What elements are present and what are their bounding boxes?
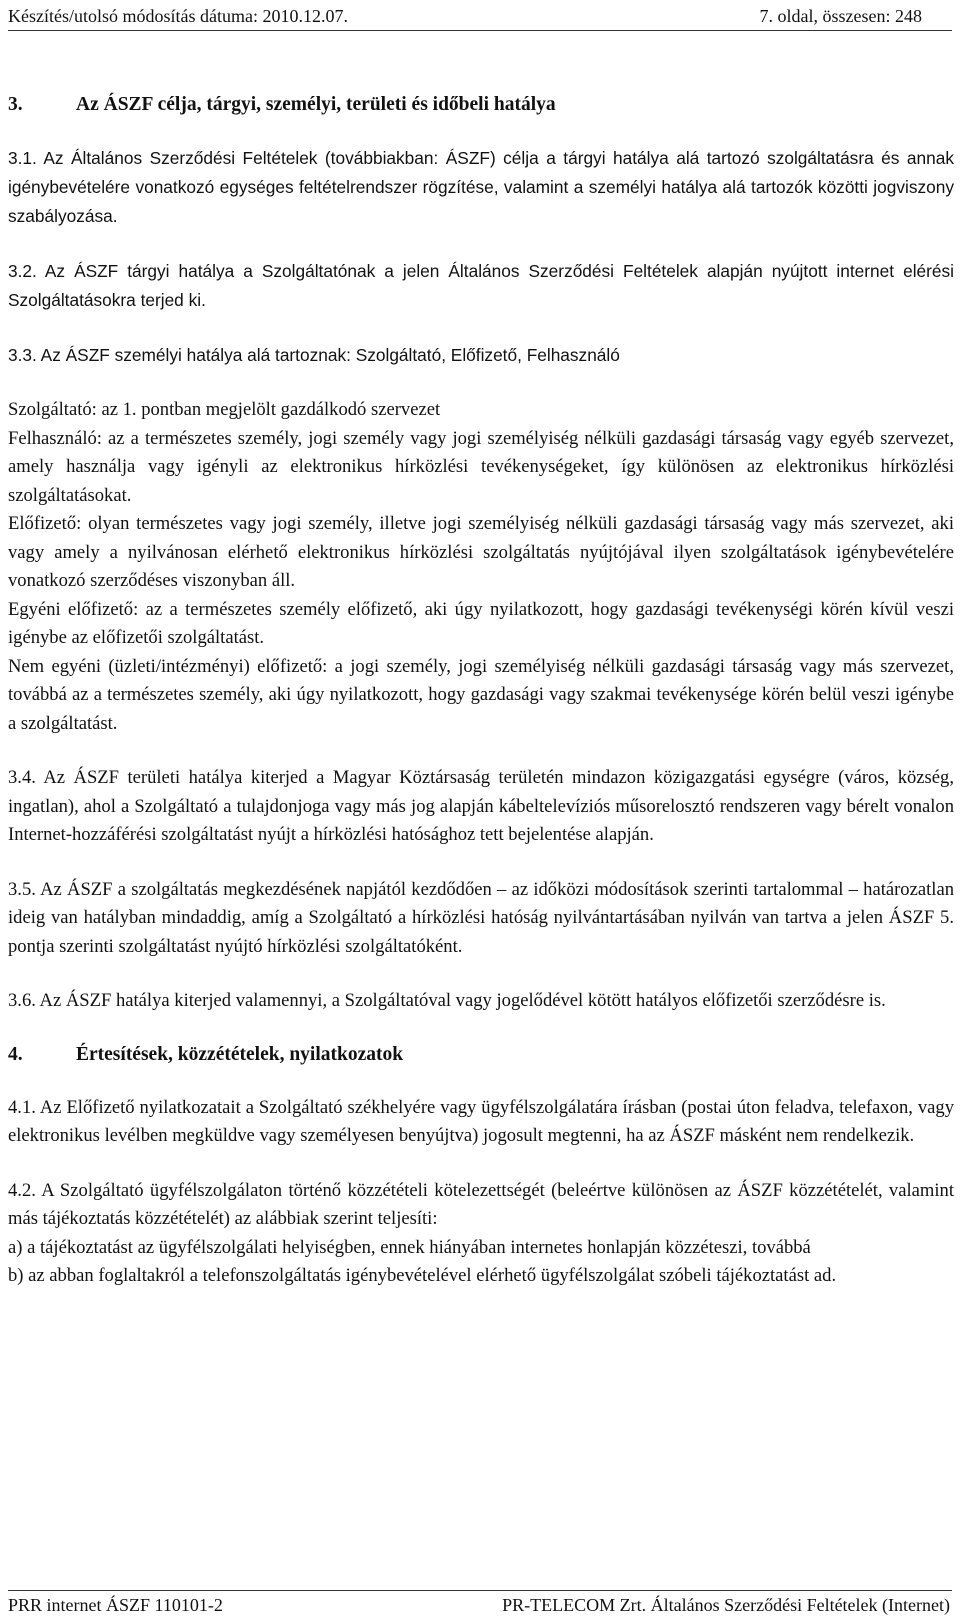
paragraph-3-4: 3.4. Az ÁSZF területi hatálya kiterjed a Magyar Köztársaság területén mindazon közigazgatási egységre (város, község, ingatlan), ahol a Szolgáltató a tulajdonjoga vagy más jog alapján kábeltelevíziós műsorelosztó rendszeren vagy bérelt vonalon Internet-hozzáférési szolgáltatást nyújt a hírközlési hatósághoz tett bejelentése alapján. — [8, 767, 954, 845]
section-3-number: 3. — [8, 94, 23, 115]
definition-egyeni-elofizeto: Egyéni előfizető: az a természetes személy előfizető, aki úgy nyilatkozott, hogy gazdasági tevékenységi körén kívül veszi igénybe az előfizetői szolgáltatást. — [8, 598, 954, 648]
definition-nem-egyeni-elofizeto: Nem egyéni (üzleti/intézményi) előfizető: a jogi személy, jogi személyiség nélküli gazdasági társaság vagy más szervezet, továbbá az a természetes személy, aki úgy nyilatkozott, hogy gazdasági vagy szakmai tevékenysége körén belül veszi igénybe a szolgáltatást. — [8, 655, 954, 734]
header-page-number: 7. oldal, összesen: 248 — [759, 6, 922, 26]
section-3-heading — [8, 92, 954, 118]
paragraph-4-1: 4.1. Az Előfizető nyilatkozatait a Szolgáltató székhelyére vagy ügyfélszolgálatára írásban (postai úton feladva, telefaxon, vagy elektronikus levélben megküldve vagy személyesen benyújtva) jogosult megtenni, ha az ÁSZF másként nem rendelkezik. — [8, 1096, 954, 1146]
paragraph-3-6: 3.6. Az ÁSZF hatálya kiterjed valamennyi, a Szolgáltatóval vagy jogelődével kötött hatályos előfizetői szerződésre is. — [8, 990, 886, 1011]
definition-felhasznalo: Felhasználó: az a természetes személy, jogi személy vagy jogi személyiség nélküli gazdasági társaság vagy egyéb szervezet, amely használja vagy igényli az elektronikus hírközlési tevékenységeket, így különösen az elektronikus hírközlési szolgáltatásokat. — [8, 427, 954, 506]
paragraph-3-3: 3.3. Az ÁSZF személyi hatálya alá tartoznak: Szolgáltató, Előfizető, Felhasználó — [8, 345, 620, 365]
section-4-title: Értesítések, közzétételek, nyilatkozatok — [76, 1043, 404, 1065]
definition-elofizeto: Előfizető: olyan természetes vagy jogi személy, illetve jogi személyiség nélküli gazdasági társaság vagy más szervezet, aki vagy amely a nyilvánosan elérhető elektronikus hírközlési szolgáltatás nyújtójával ilyen szolgáltatások igénybevételére vonatkozó szerződéses viszonyban áll. — [8, 513, 954, 591]
paragraph-4-2-b: b) az abban foglaltakról a telefonszolgáltatás igénybevételével elérhető ügyfélszolgálat szóbeli tájékoztatást ad. — [8, 1265, 837, 1286]
header-date: Készítés/utolsó módosítás dátuma: 2010.12.07. — [8, 6, 348, 26]
footer-document-title: PR-TELECOM Zrt. Általános Szerződési Feltételek (Internet) — [502, 1595, 950, 1615]
document-body — [8, 92, 954, 1291]
page-footer — [8, 1590, 952, 1617]
footer-document-code: PRR internet ÁSZF 110101-2 — [8, 1595, 223, 1615]
paragraph-3-2: 3.2. Az ÁSZF tárgyi hatálya a Szolgáltatónak a jelen Általános Szerződési Feltételek alapján nyújtott internet elérési Szolgáltatásokra terjed ki. — [8, 261, 954, 310]
paragraph-3-1: 3.1. Az Általános Szerződési Feltételek (továbbiakban: ÁSZF) célja a tárgyi hatálya alá tartozó szolgáltatásra és annak igénybevételére vonatkozó egységes feltételrendszer rögzítése, valamint a személyi hatálya alá tartozók közötti jogviszony szabályozása. — [8, 148, 954, 226]
paragraph-4-2: 4.2. A Szolgáltató ügyfélszolgálaton történő közzétételi kötelezettségét (beleértve különösen az ÁSZF közzétételét, valamint más tájékoztatás közzétételét) az alábbiak szerint teljesíti: — [8, 1179, 954, 1229]
paragraph-4-2-a: a) a tájékoztatást az ügyfélszolgálati helyiségben, ennek hiányában internetes honlapján közzéteszi, továbbá — [8, 1236, 811, 1258]
section-4-heading — [8, 1042, 954, 1068]
page-header — [8, 6, 952, 31]
section-3-title: Az ÁSZF célja, tárgyi, személyi, területi és időbeli hatálya — [76, 94, 556, 115]
definition-szolgaltato: Szolgáltató: az 1. pontban megjelölt gazdálkodó szervezet — [8, 399, 441, 420]
paragraph-3-5: 3.5. Az ÁSZF a szolgáltatás megkezdésének napjától kezdődően – az időközi módosítások szerinti tartalommal – határozatlan ideig van hatályban mindaddig, amíg a Szolgáltató a hírközlési hatóság nyilvántartásában nyilván van tartva a jelen ÁSZF 5. pontja szerinti szolgáltatást nyújtó hírközlési szolgáltatóként. — [8, 878, 954, 957]
section-4-number: 4. — [8, 1043, 23, 1065]
